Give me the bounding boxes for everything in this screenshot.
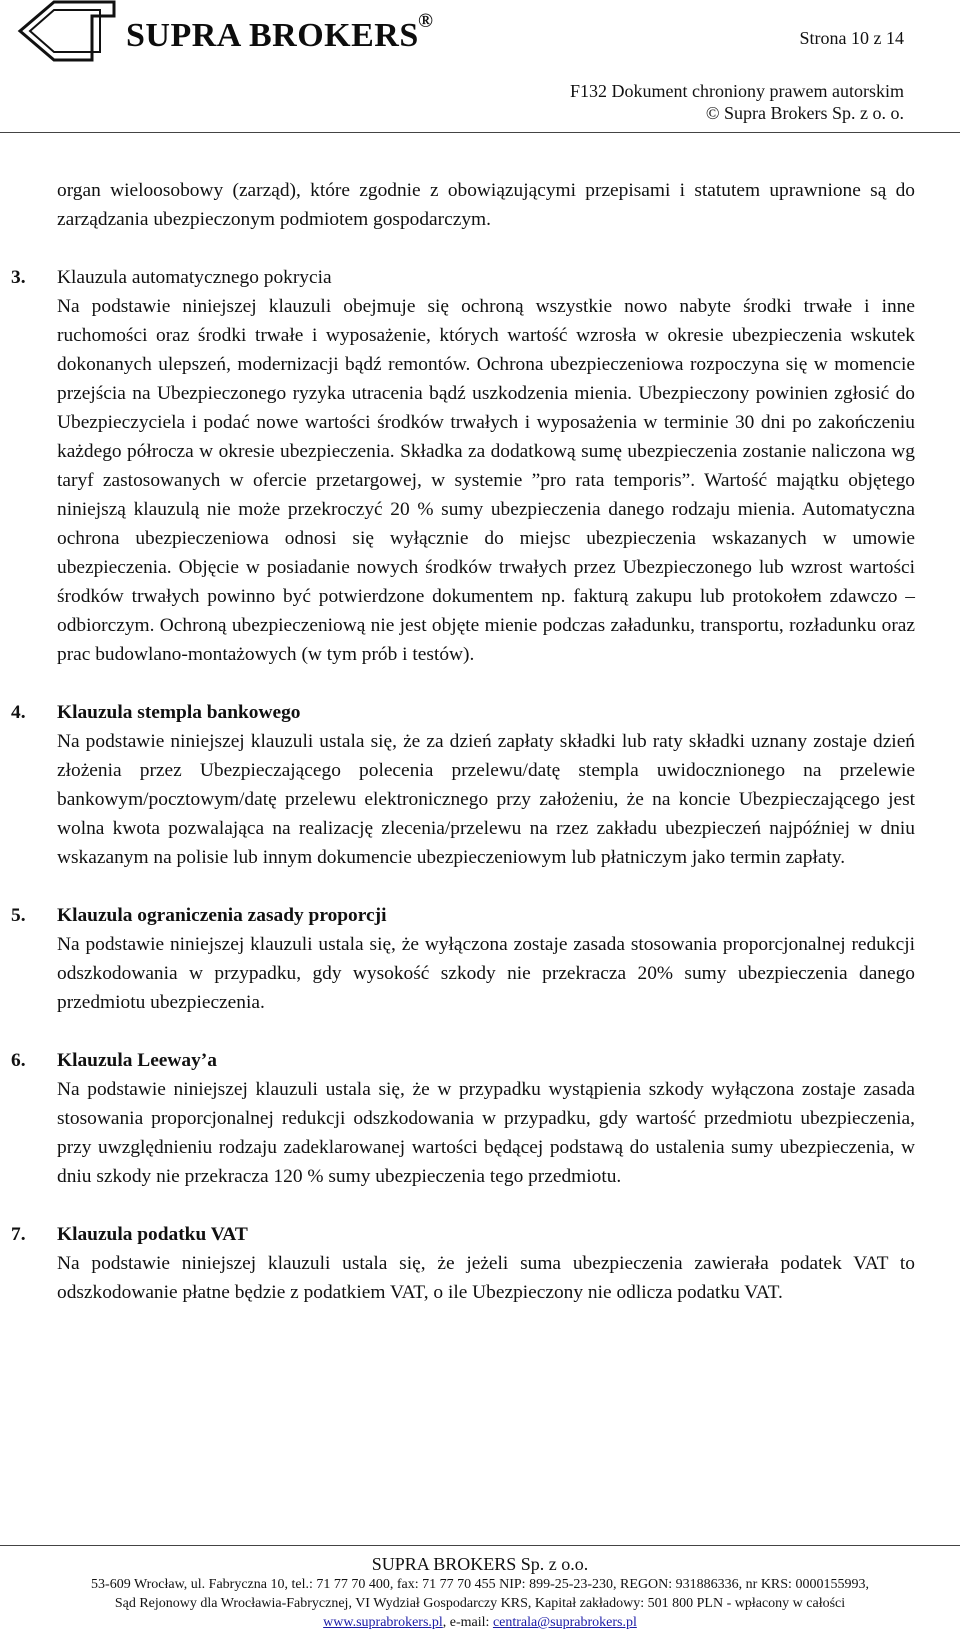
header-divider xyxy=(0,132,960,133)
copyright-notice xyxy=(570,80,904,124)
footer-divider xyxy=(0,1545,960,1546)
clause-number: 3. xyxy=(11,267,26,288)
clause-6 xyxy=(11,1046,915,1191)
clause-title: Klauzula automatycznego pokrycia xyxy=(57,267,332,288)
logo-diamond-icon xyxy=(14,0,118,70)
clause-heading xyxy=(11,901,915,930)
footer-address-line: 53-609 Wrocław, ul. Fabryczna 10, tel.: 71 77 70 400, fax: 71 77 70 455 NIP: 899-25-23-230, REGON: 931886336, nr KRS: 0000155993, xyxy=(91,1577,869,1592)
email-link[interactable]: centrala@suprabrokers.pl xyxy=(492,1615,637,1630)
registered-mark: ® xyxy=(418,10,433,32)
footer-court-line: Sąd Rejonowy dla Wrocławia-Fabrycznej, VI Wydział Gospodarczy KRS, Kapitał zakładowy: 501 800 PLN - wpłacony w całości xyxy=(114,1596,846,1611)
intro-paragraph: organ wieloosobowy (zarząd), które zgodnie z obowiązującymi przepisami i statutem uprawnione są do zarządzania ubezpieczonym podmiotem gospodarczym. xyxy=(57,180,915,230)
clause-title: Klauzula ograniczenia zasady proporcji xyxy=(57,905,387,926)
clause-title: Klauzula stempla bankowego xyxy=(57,702,301,723)
clause-heading xyxy=(11,263,915,292)
clause-text: Na podstawie niniejszej klauzuli obejmuje się ochroną wszystkie nowo nabyte środki trwałe i inne ruchomości oraz środki trwałe i wyposażenie, których wartość wzrosła w okresie ubezpieczenia wskutek dokonanych ulepszeń, modernizacji bądź remontów. Ochrona ubezpieczeniowa rozpoczyna się w momencie przejścia na Ubezpieczonego ryzyka utracenia bądź uszkodzenia mienia. Ubezpieczony powinien zgłosić do Ubezpieczyciela i podać nowe wartości środków trwałych i wyposażenia w terminie 30 dni po zakończeniu każdego półrocza w okresie ubezpieczenia. Składka za dodatkową sumę ubezpieczenia zostanie naliczona wg taryf zastosowanych w ofercie przetargowej, w systemie ”pro rata temporis”. Wartość majątku objętego niniejszą klauzulą nie może przekroczyć 20 % sumy ubezpieczenia danego rodzaju mienia. Automatyczna ochrona ubezpieczeniowa odnosi się wyłącznie do miejsc ubezpieczenia wskazanych w umowie ubezpieczenia. Objęcie w posiadanie nowych środków trwałych przez Ubezpieczonego lub wzrost wartości środków trwałych powinno być potwierdzone dokumentem np. fakturą zakupu lub protokołem zdawczo – odbiorczym. Ochroną ubezpieczeniową nie jest objęte mienie podczas załadunku, transportu, rozładunku oraz prac budowlano-montażowych (w tym prób i testów). xyxy=(57,296,915,665)
clause-text: Na podstawie niniejszej klauzuli ustala się, że w przypadku wystąpienia szkody wyłączona zostaje zasada stosowania proporcjonalnej redukcji odszkodowania w przypadku, gdy wartość przedmiotu ubezpieczenia, przy uwzględnieniu rodzaju zadeklarowanej wartości będącej podstawą do ustalenia sumy ubezpieczenia, w dniu szkody nie przekracza 120 % sumy ubezpieczenia tego przedmiotu. xyxy=(57,1079,915,1187)
copyright-line-1: F132 Dokument chroniony prawem autorskim xyxy=(570,81,904,101)
page-footer xyxy=(0,1553,960,1632)
company-logo xyxy=(14,0,454,70)
clause-7 xyxy=(11,1220,915,1307)
website-link[interactable]: www.suprabrokers.pl xyxy=(323,1615,443,1630)
clause-title: Klauzula Leeway’a xyxy=(57,1050,217,1071)
clause-5 xyxy=(11,901,915,1017)
footer-company-name: SUPRA BROKERS Sp. z o.o. xyxy=(371,1554,589,1574)
logo-wordmark: SUPRA BROKERS xyxy=(126,17,419,54)
clause-number: 5. xyxy=(11,905,26,926)
clause-text: Na podstawie niniejszej klauzuli ustala się, że wyłączona zostaje zasada stosowania proporcjonalnej redukcji odszkodowania w przypadku, gdy wysokość szkody nie przekracza 20% sumy ubezpieczenia danego przedmiotu ubezpieczenia. xyxy=(57,934,915,1013)
clause-heading xyxy=(11,1046,915,1075)
clause-3 xyxy=(11,263,915,669)
clause-number: 7. xyxy=(11,1224,26,1245)
page-number: Strona 10 z 14 xyxy=(799,28,904,48)
clause-number: 6. xyxy=(11,1050,26,1071)
clause-title: Klauzula podatku VAT xyxy=(57,1224,248,1245)
footer-contact-line xyxy=(0,1613,960,1632)
clause-4 xyxy=(11,698,915,872)
clause-text: Na podstawie niniejszej klauzuli ustala się, że za dzień zapłaty składki lub raty składki uznany zostaje dzień złożenia przez Ubezpieczającego polecenia przelewu/datę stempla uwidocznionego na przelewie bankowym/pocztowym/datę przelewu elektronicznego przy założeniu, że na koncie Ubezpieczającego jest wolna kwota pozwalająca na realizację zlecenia/przelewu na rzez zakładu ubezpieczeń najpóźniej w dniu wskazanym na polisie lub innym dokumencie ubezpieczeniowym lub płatniczym jako termin zapłaty. xyxy=(57,731,915,868)
clause-heading xyxy=(11,1220,915,1249)
document-body xyxy=(11,176,915,1336)
clause-number: 4. xyxy=(11,702,26,723)
copyright-line-2: © Supra Brokers Sp. z o. o. xyxy=(705,103,904,123)
clause-heading xyxy=(11,698,915,727)
page-header xyxy=(0,0,960,134)
clause-text: Na podstawie niniejszej klauzuli ustala się, że jeżeli suma ubezpieczenia zawierała podatek VAT to odszkodowanie płatne będzie z podatkiem VAT, o ile Ubezpieczony nie odlicza podatku VAT. xyxy=(57,1253,915,1303)
email-label: , e-mail: xyxy=(442,1615,493,1630)
